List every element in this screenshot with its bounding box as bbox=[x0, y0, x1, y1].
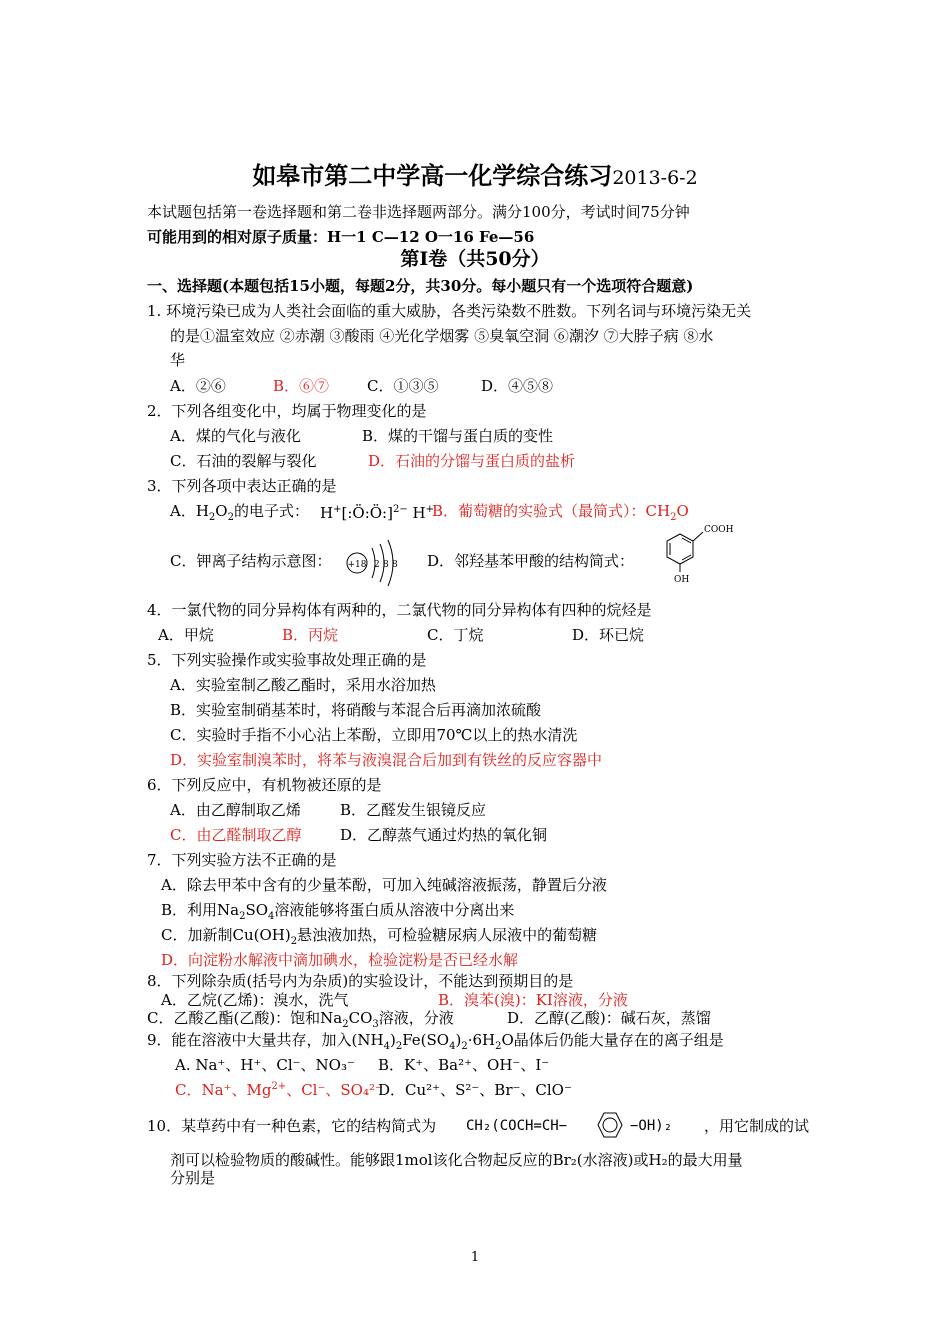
q5-option-b: B．实验室制硝基苯时，将硝酸与苯混合后再滴加浓硫酸 bbox=[170, 701, 542, 719]
part-one-heading: 一、选择题(本题包括15小题，每题2分，共30分。每小题只有一个选项符合题意) bbox=[147, 277, 694, 295]
shell-3: 8 bbox=[392, 560, 398, 570]
q4-option-a: A．甲烷 bbox=[158, 626, 214, 644]
q8-option-c: C．乙酸乙酯(乙酸)：饱和$Na_2CO_3$溶液，分液 bbox=[147, 1009, 454, 1030]
q7-option-c: C．加新制$Cu(OH)_2$悬浊液加热，可检验糖尿病人尿液中的葡萄糖 bbox=[161, 926, 598, 947]
q3-option-b: B．葡萄糖的实验式（最简式）：$CH_2O$ bbox=[432, 502, 689, 523]
title-date: 2013-6-2 bbox=[612, 167, 698, 189]
q7-option-b: B．利用$Na_2SO_4$溶液能够将蛋白质从溶液中分离出来 bbox=[161, 901, 515, 922]
title-text: 如皋市第二中学高一化学综合练习 bbox=[252, 161, 613, 190]
q1-stem-line2: 的是①温室效应 ②赤潮 ③酸雨 ④光化学烟雾 ⑤臭氧空洞 ⑥潮汐 ⑦大脖子病 ⑧水 bbox=[170, 327, 714, 345]
atomic-masses: 可能用到的相对原子质量：H一1 C—12 O一16 Fe—56 bbox=[147, 228, 535, 246]
q2-stem: 2．下列各组变化中，均属于物理变化的是 bbox=[147, 402, 427, 420]
q2-option-b: B．煤的干馏与蛋白质的变性 bbox=[362, 427, 554, 445]
q7-option-a: A．除去甲苯中含有的少量苯酚，可加入纯碱溶液振荡，静置后分液 bbox=[161, 876, 607, 894]
q10-line3: 分别是 bbox=[170, 1169, 216, 1187]
nucleus-label: +18 bbox=[347, 560, 367, 570]
oh-label: OH bbox=[674, 575, 690, 585]
q9-option-b: B．K⁺、Ba²⁺、OH⁻、I⁻ bbox=[378, 1056, 550, 1074]
q3-option-c: C．钾离子结构示意图： bbox=[170, 552, 332, 570]
section-title: 第Ⅰ卷（共50分） bbox=[400, 248, 550, 270]
hydroxybenzoic-acid-structure bbox=[660, 520, 740, 586]
shell-2: 8 bbox=[383, 560, 389, 570]
q3-option-d: D．邻羟基苯甲酸的结构简式： bbox=[427, 552, 635, 570]
q3-stem: 3．下列各项中表达正确的是 bbox=[147, 477, 337, 495]
q10-stem-tail: ，用它制成的试 bbox=[704, 1117, 810, 1135]
q4-option-d: D．环已烷 bbox=[572, 626, 645, 644]
q6-option-d: D．乙醇蒸气通过灼热的氧化铜 bbox=[340, 826, 548, 844]
q10-line2: 剂可以检验物质的酸碱性。能够跟1mol该化合物起反应的Br₂(水溶液)或H₂的最大用量 bbox=[170, 1151, 743, 1169]
q1-option-d: D．④⑤⑧ bbox=[481, 377, 554, 395]
shell-1: 2 bbox=[374, 560, 380, 570]
h2o2-electron-formula: H+[:Ö:Ö:]$^{2-}$ H+ bbox=[320, 504, 434, 522]
q6-option-b: B．乙醛发生银镜反应 bbox=[340, 801, 487, 819]
q8-option-b: B．溴苯(溴)：KI溶液，分液 bbox=[438, 991, 628, 1009]
q2-option-d: D．石油的分馏与蛋白质的盐析 bbox=[368, 452, 576, 470]
q1-option-a: A．②⑥ bbox=[170, 377, 226, 395]
q7-option-d: D．向淀粉水解液中滴加碘水，检验淀粉是否已经水解 bbox=[161, 951, 519, 969]
q1-stem-line3: 华 bbox=[170, 351, 186, 369]
q4-option-b: B．丙烷 bbox=[282, 626, 339, 644]
q9-stem: 9．能在溶液中大量共存，加入$(NH_4)_2Fe(SO_4)_2\cdot 6H_2O$晶体后仍能大量存在的离子组是 bbox=[147, 1031, 724, 1052]
q3-option-a: A．$H_2O_2$的电子式： bbox=[170, 502, 309, 523]
page-number: 1 bbox=[470, 1250, 480, 1265]
intro-text: 本试题包括第一卷选择题和第二卷非选择题两部分。满分100分，考试时间75分钟 bbox=[147, 203, 690, 221]
q5-option-c: C．实验时手指不小心沾上苯酚，立即用70℃以上的热水清洗 bbox=[170, 726, 578, 744]
q5-option-a: A．实验室制乙酸乙酯时，采用水浴加热 bbox=[170, 676, 436, 694]
page-title bbox=[0, 160, 950, 194]
q6-option-c: C．由乙醛制取乙醇 bbox=[170, 826, 302, 844]
q2-option-c: C．石油的裂解与裂化 bbox=[170, 452, 317, 470]
q6-option-a: A．由乙醇制取乙烯 bbox=[170, 801, 301, 819]
q5-stem: 5．下列实验操作或实验事故处理正确的是 bbox=[147, 651, 427, 669]
q1-stem-line1: 1. 环境污染已成为人类社会面临的重大威胁，各类污染数不胜数。下列名词与环境污染无关 bbox=[147, 302, 752, 320]
q8-option-a: A．乙烷(乙烯)：溴水，洗气 bbox=[161, 991, 349, 1009]
q8-stem: 8．下列除杂质(括号内为杂质)的实验设计，不能达到预期目的是 bbox=[147, 972, 574, 990]
q8-option-d: D．乙醇(乙酸)：碱石灰，蒸馏 bbox=[507, 1009, 711, 1027]
benzene-ring-icon bbox=[590, 1105, 630, 1145]
q5-option-d: D．实验室制溴苯时，将苯与液溴混合后加到有铁丝的反应容器中 bbox=[170, 751, 603, 769]
q9-option-d: D．Cu²⁺、S²⁻、Br⁻、ClO⁻ bbox=[378, 1081, 572, 1099]
q1-option-c: C．①③⑤ bbox=[367, 377, 439, 395]
q9-option-c: C．Na⁺、$Mg^{2+}$、Cl⁻、SO₄²⁻ bbox=[175, 1081, 383, 1099]
cooh-label: COOH bbox=[704, 525, 734, 535]
q10-formula-left: CH₂(COCH=CH− bbox=[466, 1118, 568, 1134]
q6-stem: 6．下列反应中，有机物被还原的是 bbox=[147, 776, 382, 794]
q10-stem: 10．某草药中有一种色素，它的结构简式为 bbox=[147, 1117, 437, 1135]
potassium-ion-diagram bbox=[344, 540, 404, 586]
q1-option-b: B．⑥⑦ bbox=[273, 377, 330, 395]
q4-stem: 4．一氯代物的同分异构体有两种的，二氯代物的同分异构体有四种的烷烃是 bbox=[147, 601, 652, 619]
q4-option-c: C．丁烷 bbox=[427, 626, 484, 644]
q9-option-a: A. Na⁺、H⁺、Cl⁻、NO₃⁻ bbox=[175, 1056, 355, 1074]
q10-formula-right: −OH)₂ bbox=[630, 1118, 673, 1134]
q7-stem: 7．下列实验方法不正确的是 bbox=[147, 851, 337, 869]
q2-option-a: A．煤的气化与液化 bbox=[170, 427, 301, 445]
